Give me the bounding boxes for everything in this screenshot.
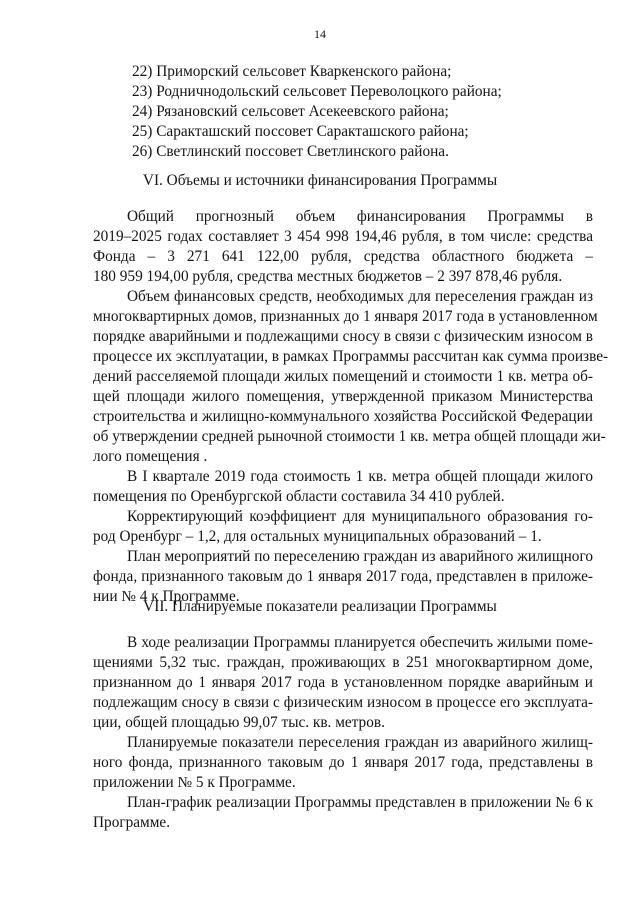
text-line: признанном до 1 января 2017 года в установленном порядке аварийным и — [93, 674, 593, 691]
section-7-paragraph-2 — [93, 733, 593, 793]
settlement-list — [132, 62, 502, 162]
text-line: процессе их эксплуатации, в рамках Программы рассчитан как сумма произве- — [93, 348, 609, 365]
section-6-paragraph-1 — [93, 207, 593, 287]
text-line: План мероприятий по переселению граждан из аварийного жилищного — [127, 548, 593, 565]
text-line: щениями 5,32 тыс. граждан, проживающих в 251 многоквартирном доме, — [93, 654, 593, 671]
text-line: Корректирующий коэффициент для муниципального образования го- — [127, 508, 593, 525]
text-line: щей площади жилого помещения, утвержденной приказом Министерства — [93, 388, 593, 405]
section-6-heading: VI. Объемы и источники финансирования Программы — [142, 172, 498, 189]
text-line: Планируемые показатели переселения граждан из аварийного жилищ- — [127, 734, 593, 751]
text-line: порядке аварийными и подлежащими сносу в связи с физическим износом в — [93, 328, 593, 345]
text-line: В ходе реализации Программы планируется обеспечить жилыми поме- — [127, 634, 593, 651]
text-line: ного фонда, признанного таковым до 1 января 2017 года, представлены в — [93, 754, 593, 771]
section-6-paragraph-2 — [93, 287, 609, 467]
text-line: В I квартале 2019 года стоимость 1 кв. метра общей площади жилого — [127, 468, 593, 485]
list-item: 22) Приморский сельсовет Кваркенского района; — [132, 63, 452, 80]
text-line: фонда, признанного таковым до 1 января 2017 года, представлен в приложе- — [93, 568, 593, 585]
text-line: строительства и жилищно-коммунального хозяйства Российской Федерации — [93, 408, 593, 425]
section-6-paragraph-4 — [93, 507, 593, 547]
section-6-paragraph-3 — [93, 467, 593, 507]
list-item: 25) Саракташский поссовет Саракташского района; — [132, 123, 469, 140]
text-line: многоквартирных домов, признанных до 1 января 2017 года в установленном — [93, 308, 598, 325]
text-line: Фонда – 3 271 641 122,00 рубля, средства областного бюджета – — [93, 248, 593, 265]
list-item: 24) Рязановский сельсовет Асекеевского района; — [132, 103, 449, 120]
text-line: Объем финансовых средств, необходимых для переселения граждан из — [127, 288, 593, 305]
list-item: 23) Родничнодольский сельсовет Переволоцкого района; — [132, 83, 502, 100]
text-line: нии № 4 к Программе. — [93, 588, 240, 605]
text-line: План-график реализации Программы представлен в приложении № 6 к — [127, 794, 593, 811]
section-7-paragraph-3 — [93, 793, 593, 833]
text-line: лого помещения . — [93, 448, 208, 465]
list-item: 26) Светлинский поссовет Светлинского района. — [132, 143, 449, 160]
text-line: ции, общей площадью 99,07 тыс. кв. метров. — [93, 714, 385, 731]
text-line: 2019–2025 годах составляет 3 454 998 194,46 рубля, в том числе: средства — [93, 228, 593, 245]
section-7-heading: VII. Планируемые показатели реализации Программы — [143, 598, 497, 615]
text-line: 180 959 194,00 рубля, средства местных бюджетов – 2 397 878,46 рубля. — [93, 268, 563, 285]
text-line: дений расселяемой площади жилых помещений и стоимости 1 кв. метра об- — [93, 368, 593, 385]
text-line: подлежащим сносу в связи с физическим износом в процессе его эксплуата- — [93, 694, 593, 711]
text-line: род Оренбург – 1,2, для остальных муниципальных образований – 1. — [93, 528, 542, 545]
text-line: приложении № 5 к Программе. — [93, 774, 296, 791]
text-line: Общий прогнозный объем финансирования Программы в — [127, 208, 593, 225]
text-line: Программе. — [93, 814, 171, 831]
page-number: 14 — [314, 27, 326, 41]
text-line: об утверждении средней рыночной стоимости 1 кв. метра общей площади жи- — [93, 428, 606, 445]
text-line: помещения по Оренбургской области составила 34 410 рублей. — [93, 488, 505, 505]
section-7-paragraph-1 — [93, 633, 593, 733]
